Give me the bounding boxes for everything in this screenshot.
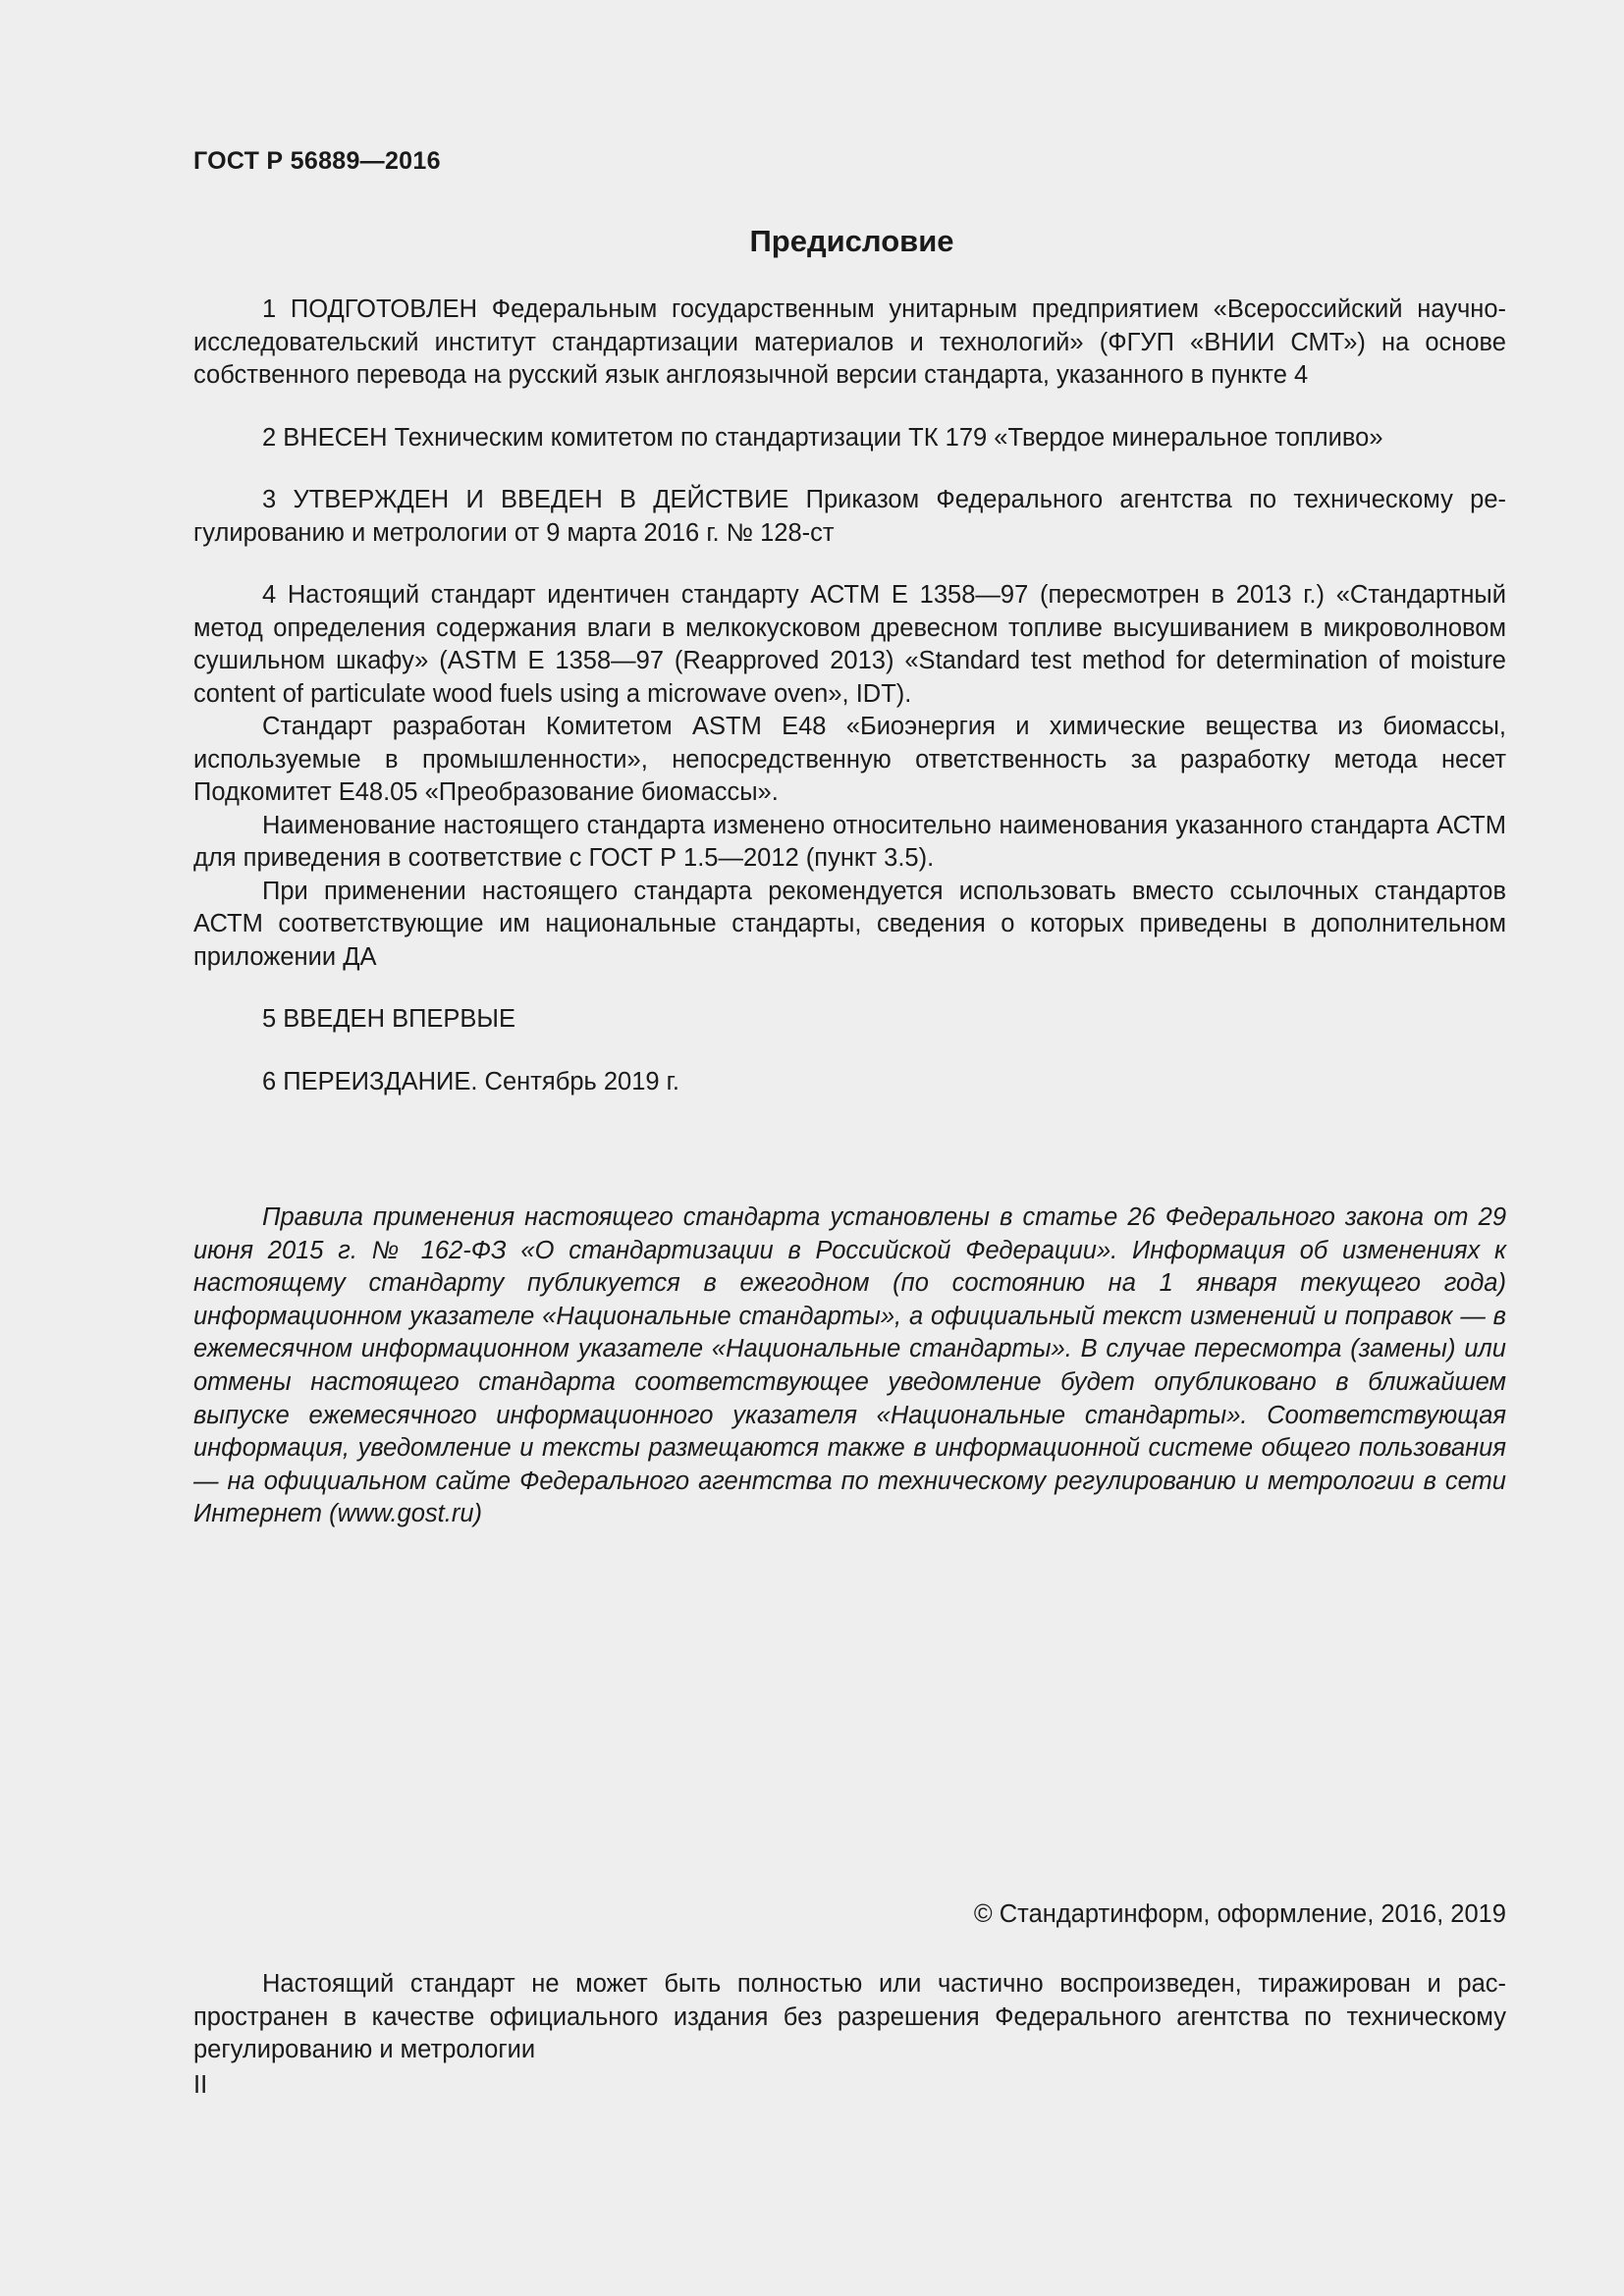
paragraph-references: При применении настоящего стандарта рекомендуется использовать вместо ссылочных стандартов АСТМ соответствующие им национальные стандарты, сведения о которых приведены в дополнительном приложении ДА	[193, 877, 1506, 971]
paragraph-prepared: 1 ПОДГОТОВЛЕН Федеральным государственным унитарным предприятием «Всероссийский научно-исследовательский институт стандартизации материалов и технологий» (ФГУП «ВНИИ СМТ») на основе собственного перевода на русский язык англоязычной версии стандарта, указанного в пункте 4	[193, 295, 1506, 389]
document-code: ГОСТ Р 56889—2016	[193, 147, 441, 175]
page-number: II	[193, 2071, 208, 2099]
foreword-body	[193, 294, 1506, 1098]
page-title: Предисловие	[749, 224, 954, 258]
reproduction-notice: Настоящий стандарт не может быть полностью или частично воспроизведен, тиражирован и распространен в качестве официального издания без разрешения Федерального агентства по техническому регулированию и метрологии	[193, 1970, 1506, 2063]
copyright-line: © Стандартинформ, оформление, 2016, 2019	[973, 1900, 1506, 1928]
paragraph-developed: Стандарт разработан Комитетом ASTM E48 «Биоэнергия и химические вещества из биомассы, используемые в промышленности», непосредственную ответственность за разработку метода несет Подкомитет E48.05 «Преобразование биомассы».	[193, 713, 1506, 806]
paragraph-name-changed: Наименование настоящего стандарта изменено относительно наименования указанного стандарта АСТМ для приведения в соответствие с ГОСТ Р 1.5—2012 (пункт 3.5).	[193, 811, 1506, 872]
paragraph-introduced: 5 ВВЕДЕН ВПЕРВЫЕ	[262, 1005, 516, 1033]
paragraph-identical: 4 Настоящий стандарт идентичен стандарту АСТМ Е 1358—97 (пересмотрен в 2013 г.) «Стандартный метод определения содержания влаги в мелкокусковом древесном топливе высушиванием в микроволновом сушильном шкафу» (ASTM E 1358—97 (Reapproved 2013) «Standard test method for determination of moisture content of particulate wood fuels using a microwave oven», IDT).	[193, 581, 1506, 708]
paragraph-reissue: 6 ПЕРЕИЗДАНИЕ. Сентябрь 2019 г.	[262, 1067, 679, 1095]
paragraph-submitted: 2 ВНЕСЕН Техническим комитетом по стандартизации ТК 179 «Твердое минеральное топливо»	[262, 423, 1383, 452]
paragraph-approved: 3 УТВЕРЖДЕН И ВВЕДЕН В ДЕЙСТВИЕ Приказом Федерального агентства по техническому регулированию и метрологии от 9 марта 2016 г. № 128-ст	[193, 486, 1506, 547]
legal-notice: Правила применения настоящего стандарта установлены в статье 26 Федерального закона от 29 июня 2015 г. № 162-ФЗ «О стандартизации в Российской Федерации». Информация об изменениях к настоящему стандарту публикуется в ежегодном (по состоянию на 1 января текущего года) информационном указателе «Национальные стандарты», а официальный текст изменений и поправок — в ежемесячном информационном указателе «Национальные стандарты». В случае пересмотра (замены) или отмены настоящего стандарта соответствующее уведомление будет опубликовано в ближайшем выпуске ежемесячного информационного указателя «Национальные стандарты». Соответствующая информация, уведомление и тексты размещаются также в информационной системе общего пользования — на официальном сайте Федерального агентства по техническому регулированию и метрологии в сети Интернет (www.gost.ru)	[193, 1203, 1506, 1528]
